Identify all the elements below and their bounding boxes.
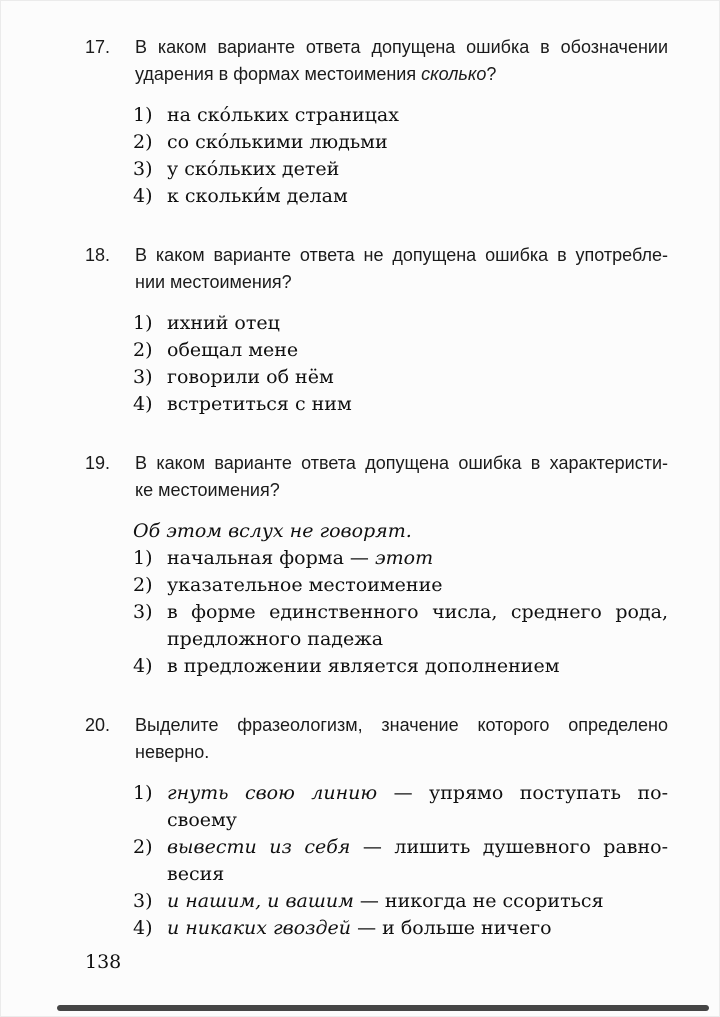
option-text <box>167 129 668 156</box>
text-line <box>135 477 668 504</box>
text-segment: — и больше ничего <box>351 917 552 939</box>
example-sentence <box>133 518 668 545</box>
italic-text-segment: и никаких гвоздей <box>167 917 352 939</box>
questions-list <box>85 34 670 974</box>
text-line <box>167 337 668 364</box>
text-line <box>135 739 668 766</box>
italic-text-segment: и нашим, и вашим <box>167 890 354 912</box>
question-prompt <box>135 450 668 504</box>
option-text <box>167 102 668 129</box>
text-line <box>135 61 668 88</box>
text-segment: Выделите фразеологизм, значение которого определено <box>135 715 668 735</box>
question-prompt <box>135 34 668 88</box>
text-line <box>135 712 668 739</box>
text-segment: В каком варианте ответа допущена ошибка в характеристи- <box>135 453 668 473</box>
option-number: 1) <box>133 547 153 569</box>
text-line <box>167 391 668 418</box>
text-segment: — лишить душевного равно- <box>350 836 668 858</box>
option-number: 3) <box>133 366 153 388</box>
question <box>85 450 670 680</box>
text-segment: неверно. <box>135 742 210 762</box>
option-text <box>167 391 668 418</box>
text-segment: указательное местоимение <box>167 574 443 596</box>
text-segment: у ско́льких детей <box>167 158 340 180</box>
options-list <box>133 102 668 210</box>
text-segment: говорили об нём <box>167 366 334 388</box>
question <box>85 242 670 418</box>
text-segment: к скольки́м делам <box>167 185 348 207</box>
answer-option <box>133 183 668 210</box>
page-number: 138 <box>85 951 122 973</box>
answer-option <box>133 572 668 599</box>
option-text <box>167 337 668 364</box>
option-text <box>167 599 668 653</box>
text-line <box>135 34 668 61</box>
question-header <box>85 242 670 296</box>
text-segment: начальная форма — <box>167 547 375 569</box>
answer-option <box>133 129 668 156</box>
text-segment: обещал мене <box>167 339 299 361</box>
text-segment: — упрямо поступать по- <box>377 782 669 804</box>
text-segment: в форме единственного числа, среднего рода, <box>167 601 668 623</box>
answer-option <box>133 599 668 653</box>
question-number: 18. <box>85 245 111 265</box>
answer-option <box>133 888 668 915</box>
text-line <box>167 183 668 210</box>
text-line <box>167 156 668 183</box>
answer-option <box>133 915 668 942</box>
italic-text-segment: Об этом вслух не говорят. <box>133 520 412 542</box>
text-line <box>167 599 668 626</box>
option-number: 1) <box>133 104 153 126</box>
option-number: 2) <box>133 836 153 858</box>
text-segment: нии местоимения? <box>135 272 292 292</box>
question <box>85 34 670 210</box>
option-text <box>167 310 668 337</box>
question-number: 17. <box>85 37 111 57</box>
italic-text-segment: гнуть свою линию <box>167 782 378 804</box>
italic-text-segment: этот <box>374 547 434 569</box>
question-header <box>85 450 670 504</box>
option-number: 1) <box>133 312 153 334</box>
option-text <box>167 653 668 680</box>
answer-option <box>133 337 668 364</box>
text-segment: ихний отец <box>167 312 280 334</box>
text-segment: весия <box>167 863 225 885</box>
options-list <box>133 518 668 680</box>
text-segment: ? <box>486 64 497 84</box>
answer-option <box>133 102 668 129</box>
text-line <box>135 450 668 477</box>
text-segment: ударения в формах местоимения <box>135 64 422 84</box>
text-segment: встретиться с ним <box>167 393 352 415</box>
text-line <box>135 242 668 269</box>
italic-text-segment: вывести из себя <box>167 836 351 858</box>
text-line <box>167 780 668 807</box>
option-text <box>167 183 668 210</box>
text-line <box>167 807 668 834</box>
text-line <box>135 269 668 296</box>
text-segment: в предложении является дополнением <box>167 655 560 677</box>
option-text <box>167 364 668 391</box>
option-number: 4) <box>133 655 153 677</box>
option-text <box>167 888 668 915</box>
question-number: 20. <box>85 715 111 735</box>
option-number: 3) <box>133 601 153 623</box>
option-text <box>167 915 668 942</box>
text-line <box>167 572 668 599</box>
option-text <box>167 545 668 572</box>
text-segment: — никогда не ссориться <box>353 890 604 912</box>
text-segment: со ско́лькими людьми <box>167 131 388 153</box>
answer-option <box>133 156 668 183</box>
option-text <box>167 156 668 183</box>
text-line <box>167 129 668 156</box>
text-line <box>167 653 668 680</box>
text-segment: на ско́льких страницах <box>167 104 399 126</box>
text-line <box>167 545 668 572</box>
text-segment: предложного падежа <box>167 628 384 650</box>
text-line <box>167 834 668 861</box>
answer-option <box>133 310 668 337</box>
text-line <box>167 364 668 391</box>
text-line <box>167 915 668 942</box>
option-number: 4) <box>133 917 153 939</box>
option-text <box>167 780 668 834</box>
option-number: 2) <box>133 574 153 596</box>
text-segment: своему <box>167 809 237 831</box>
answer-option <box>133 834 668 888</box>
answer-option <box>133 545 668 572</box>
page-edge-shadow-bar <box>57 1005 709 1011</box>
text-line <box>167 102 668 129</box>
text-segment: В каком варианте ответа допущена ошибка в обозначении <box>135 37 668 57</box>
options-list <box>133 780 668 942</box>
text-line <box>167 310 668 337</box>
question-prompt <box>135 242 668 296</box>
option-text <box>167 572 668 599</box>
answer-option <box>133 653 668 680</box>
question <box>85 712 670 942</box>
question-header <box>85 34 670 88</box>
option-number: 1) <box>133 782 153 804</box>
text-segment: В каком варианте ответа не допущена ошибка в употребле- <box>135 245 668 265</box>
answer-option <box>133 780 668 834</box>
option-number: 2) <box>133 131 153 153</box>
option-number: 3) <box>133 158 153 180</box>
question-header <box>85 712 670 766</box>
answer-option <box>133 391 668 418</box>
text-line <box>167 888 668 915</box>
text-segment: ке местоимения? <box>135 480 280 500</box>
text-line <box>167 626 668 653</box>
option-number: 3) <box>133 890 153 912</box>
question-number: 19. <box>85 453 111 473</box>
options-list <box>133 310 668 418</box>
text-line <box>167 861 668 888</box>
option-number: 4) <box>133 185 153 207</box>
question-prompt <box>135 712 668 766</box>
italic-text-segment: сколько <box>421 64 487 84</box>
answer-option <box>133 364 668 391</box>
option-number: 2) <box>133 339 153 361</box>
option-number: 4) <box>133 393 153 415</box>
option-text <box>167 834 668 888</box>
